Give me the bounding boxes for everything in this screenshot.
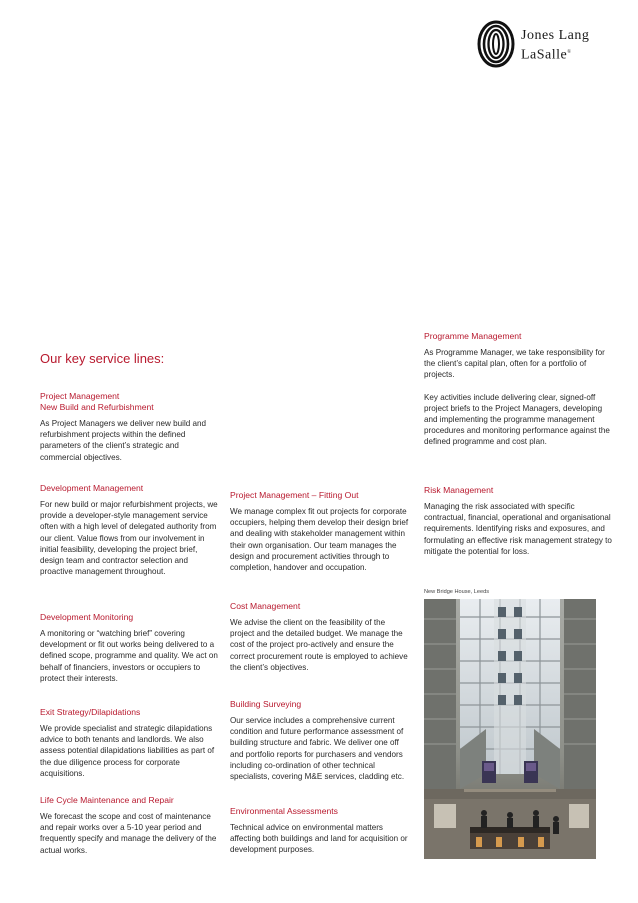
- section-life-cycle: [40, 795, 218, 856]
- section-risk-management: [424, 485, 614, 557]
- section-heading: [40, 483, 218, 494]
- section-heading: [40, 391, 218, 413]
- logo-emblem-icon: [477, 20, 515, 68]
- section-body: [40, 723, 218, 779]
- section-paragraph: As Project Managers we deliver new build and refurbishment projects within the defined parameters of the client’s strategic and commercial objectives.: [40, 419, 207, 462]
- section-heading: [424, 485, 614, 496]
- section-heading: [230, 601, 410, 612]
- section-body: [424, 347, 614, 448]
- building-atrium-photo: [424, 599, 596, 859]
- section-exit-strategy: [40, 707, 218, 779]
- section-paragraph: We provide specialist and strategic dilapidations advice to both tenants and landlords. We also assess potential dilapidations liabilities as part of the due diligence process for corporate acquisitions.: [40, 724, 215, 778]
- section-development-monitoring: [40, 612, 218, 684]
- section-heading: [40, 707, 218, 718]
- logo-line-1: Jones Lang: [521, 28, 590, 43]
- section-body: [424, 501, 614, 557]
- section-heading-line: Life Cycle Maintenance and Repair: [40, 795, 174, 805]
- section-paragraph: A monitoring or “watching brief” covering development or fit out works being delivered to a defined scope, programme and quality. We act on behalf of financiers, investors or occupiers to protect their interests.: [40, 629, 218, 683]
- section-heading: [230, 806, 410, 817]
- logo-wordmark: [521, 27, 589, 64]
- section-body: [40, 418, 218, 463]
- section-paragraph: We manage complex fit out projects for corporate occupiers, helping them develop their design brief and dealing with stakeholder management within their own organisation. Our team manages the design and procurement activities through to completion, handover and occupation.: [230, 507, 409, 573]
- section-body: [230, 617, 410, 673]
- section-heading-line: New Build and Refurbishment: [40, 402, 154, 412]
- section-heading-line: Environmental Assessments: [230, 806, 338, 816]
- atrium-illustration: [424, 599, 596, 859]
- section-fitting-out: [230, 490, 410, 573]
- section-heading-line: Project Management: [40, 391, 120, 401]
- section-environmental: [230, 806, 410, 856]
- section-paragraph: We advise the client on the feasibility of the project and the detailed budget. We manage the cost of the project pro-actively and ensure the correct procurement route is employed to achieve the client’s objectives.: [230, 618, 408, 672]
- section-paragraph: Our service includes a comprehensive current condition and future performance assessment of building structure and fabric. We deliver one off and portfolio reports for purchasers and vendors including co-ordination of other technical specialists, covering M&E services, cladding etc.: [230, 716, 405, 782]
- section-heading-line: Development Monitoring: [40, 612, 134, 622]
- section-cost-management: [230, 601, 410, 673]
- section-paragraph: Managing the risk associated with specific contractual, financial, operational and organisational requirements. Identifying risks and exposures, and formulating an effective risk management strategy to mitigate the potential for loss.: [424, 502, 612, 556]
- section-heading: [230, 490, 410, 501]
- section-body: [230, 506, 410, 573]
- section-heading: [40, 795, 218, 806]
- section-paragraph: We forecast the scope and cost of maintenance and repair works over a 5-10 year period and frequently specify and manage the delivery of the actual works.: [40, 812, 217, 855]
- jones-lang-lasalle-logo: [477, 20, 602, 68]
- photo-caption: New Bridge House, Leeds: [424, 589, 489, 595]
- section-heading-line: Risk Management: [424, 485, 494, 495]
- section-paragraph: As Programme Manager, we take responsibility for the client’s capital plan, often for a portfolio of projects.: [424, 348, 605, 380]
- section-heading: [424, 331, 614, 342]
- section-body: [40, 811, 218, 856]
- section-programme-management: [424, 331, 614, 448]
- section-body: [230, 715, 410, 782]
- page-heading: Our key service lines:: [40, 351, 165, 366]
- section-development-management: [40, 483, 218, 577]
- section-building-surveying: [230, 699, 410, 782]
- section-body: [40, 499, 218, 577]
- section-heading-line: Exit Strategy/Dilapidations: [40, 707, 141, 717]
- section-paragraph: Key activities include delivering clear, signed-off project briefs to the Project Managers, developing and implementing the programme management procedures and monitoring performance against the defined programme and cost plan.: [424, 392, 610, 447]
- section-paragraph: For new build or major refurbishment projects, we provide a developer-style management service often with a high level of delegated authority from our client. Value flows from our involvement in initial feasibility, developing the project brief, design team and contractor selection and proactive management throughout.: [40, 500, 218, 577]
- section-heading-line: Project Management – Fitting Out: [230, 490, 359, 500]
- logo-line-2: LaSalle: [521, 47, 568, 63]
- section-heading-line: Programme Management: [424, 331, 522, 341]
- section-heading: [230, 699, 410, 710]
- section-heading-line: Building Surveying: [230, 699, 302, 709]
- logo-registered-mark: ®: [567, 50, 572, 55]
- section-body: [40, 628, 218, 684]
- section-heading: [40, 612, 218, 623]
- section-heading-line: Cost Management: [230, 601, 301, 611]
- section-heading-line: Development Management: [40, 483, 144, 493]
- section-body: [230, 822, 410, 856]
- section-paragraph: Technical advice on environmental matters affecting both buildings and land for acquisition or development purposes.: [230, 823, 408, 855]
- section-project-management: [40, 391, 218, 463]
